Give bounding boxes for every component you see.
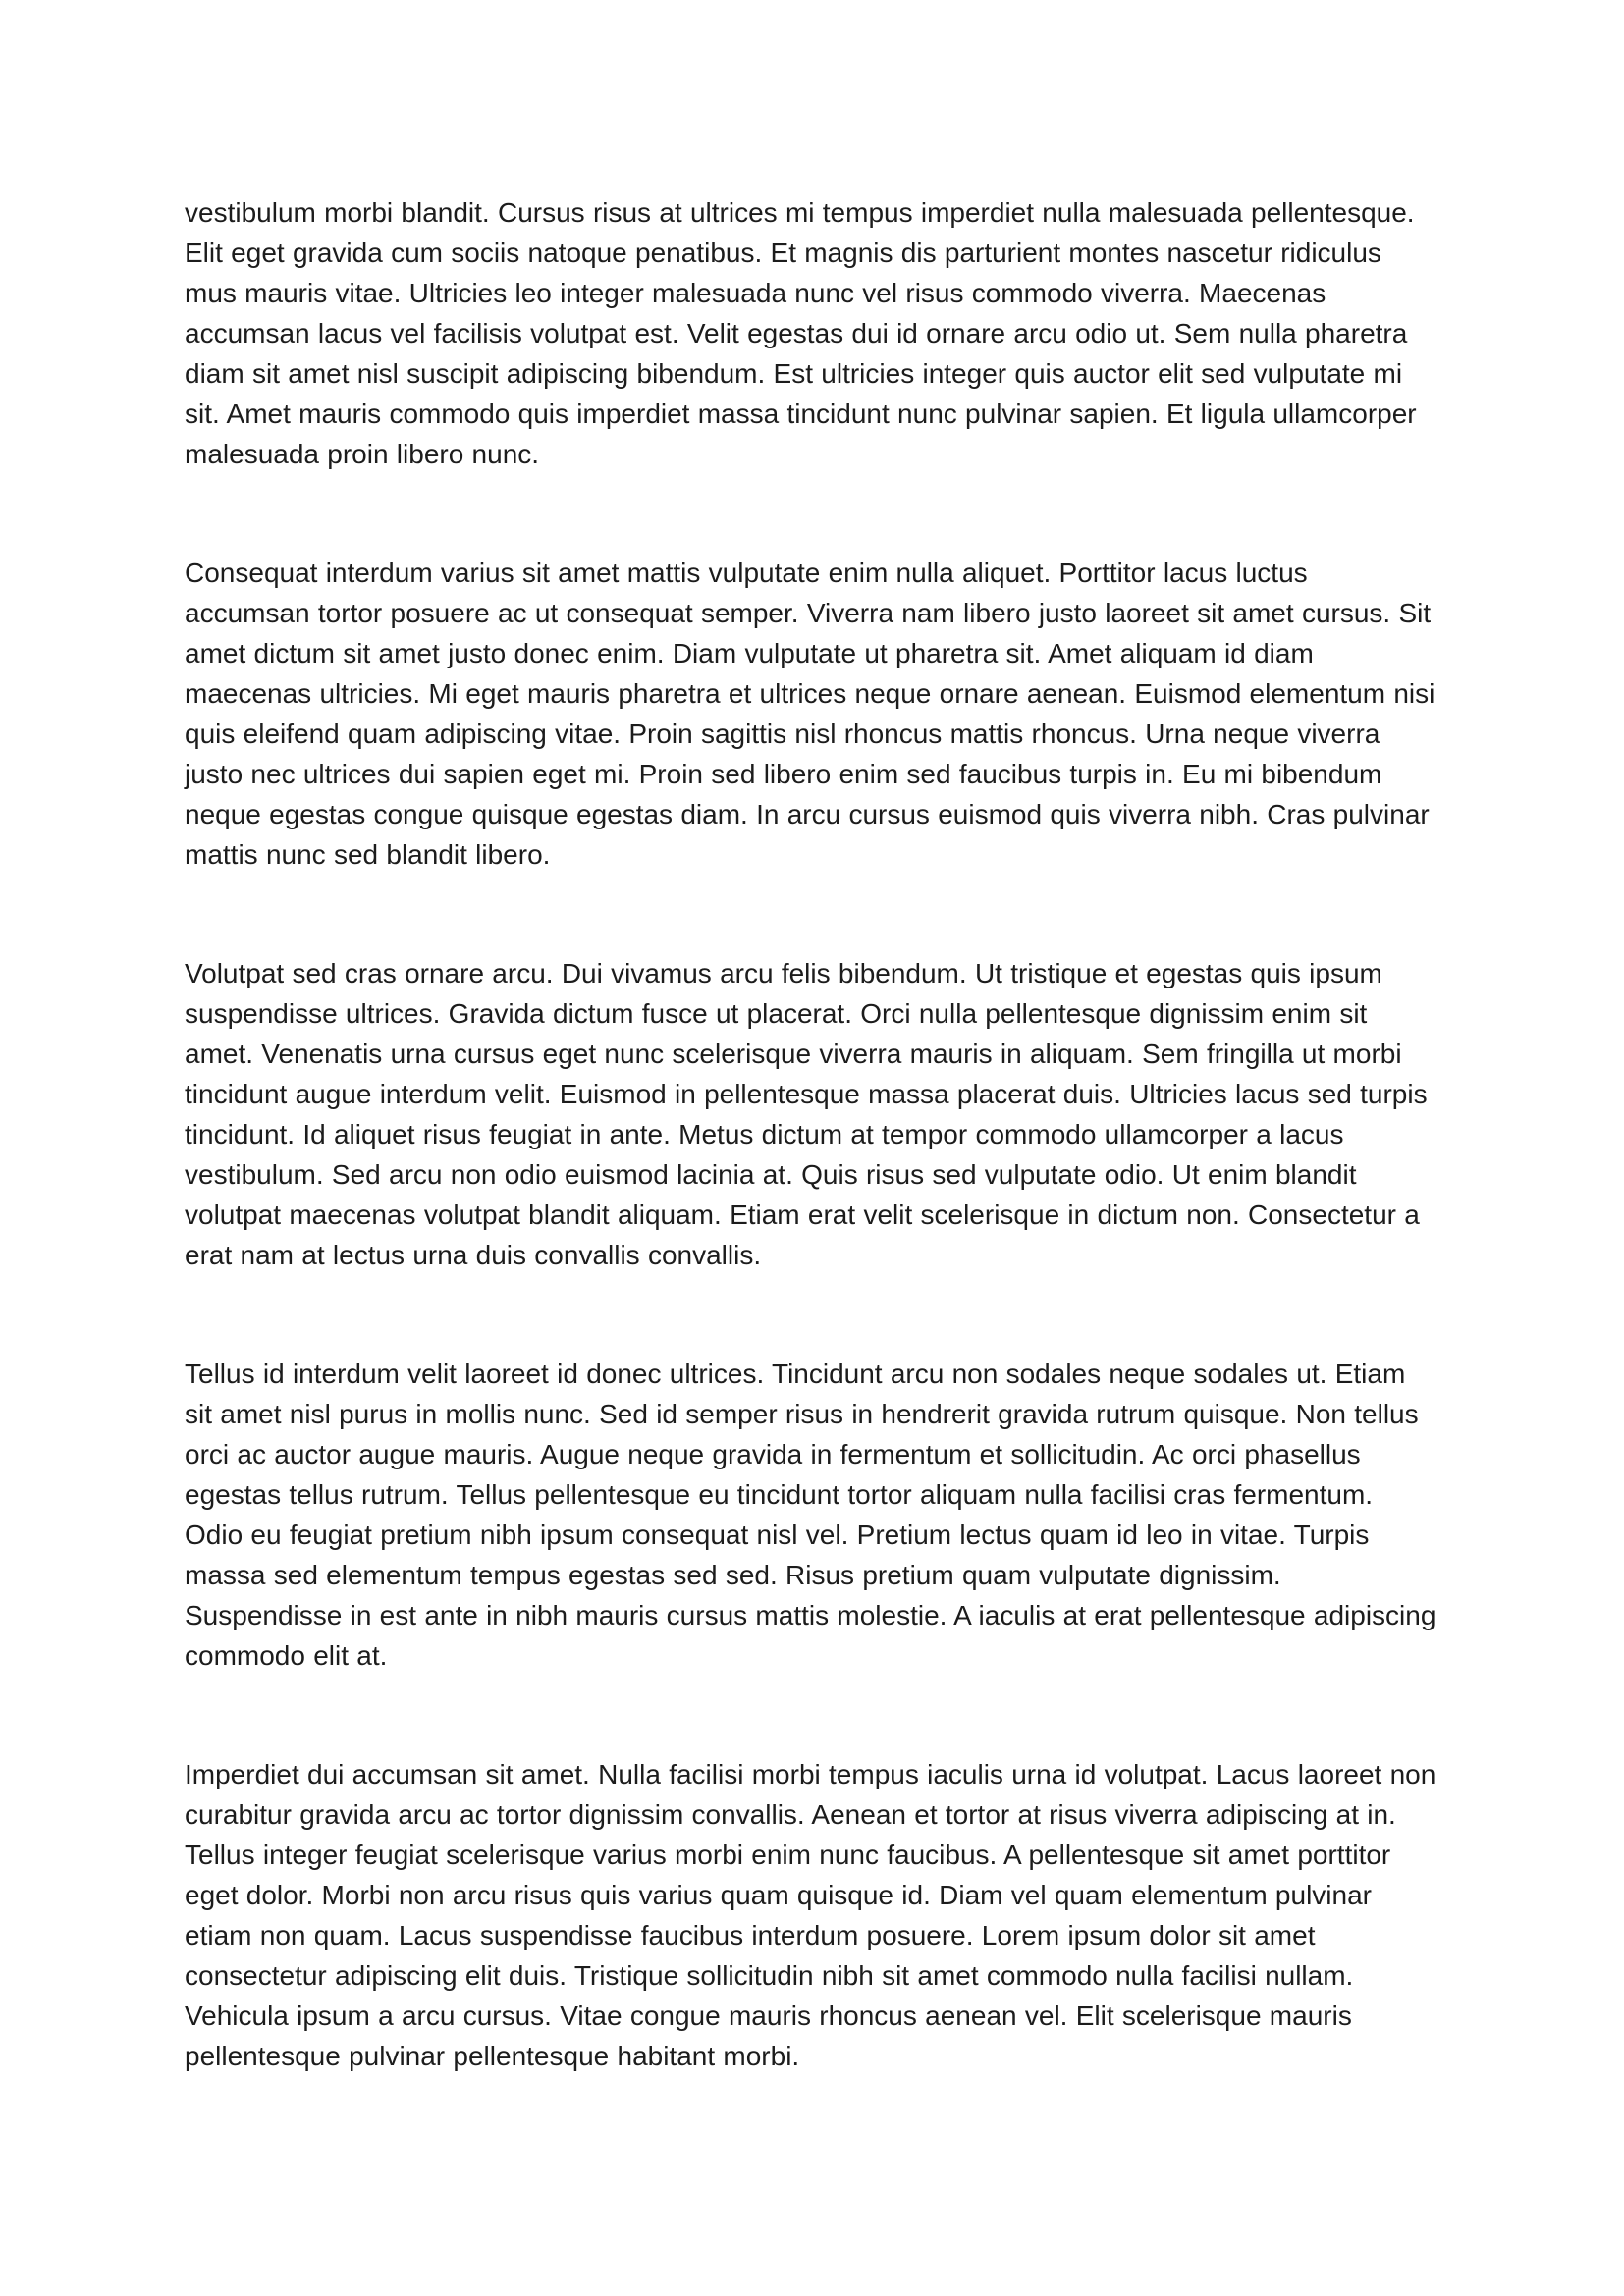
paragraph-1: vestibulum morbi blandit. Cursus risus at ultrices mi tempus imperdiet nulla malesuada pellentesque. Elit eget gravida cum sociis natoque penatibus. Et magnis dis parturient montes nascetur ridiculus mus mauris vitae. Ultricies leo integer malesuada nunc vel risus commodo viverra. Maecenas accumsan lacus vel facilisis volutpat est. Velit egestas dui id ornare arcu odio ut. Sem nulla pharetra diam sit amet nisl suscipit adipiscing bibendum. Est ultricies integer quis auctor elit sed vulputate mi sit. Amet mauris commodo quis imperdiet massa tincidunt nunc pulvinar sapien. Et ligula ullamcorper malesuada proin libero nunc. [185,197,1417,469]
paragraph-2: Consequat interdum varius sit amet mattis vulputate enim nulla aliquet. Porttitor lacus luctus accumsan tortor posuere ac ut consequat semper. Viverra nam libero justo laoreet sit amet cursus. Sit amet dictum sit amet justo donec enim. Diam vulputate ut pharetra sit. Amet aliquam id diam maecenas ultricies. Mi eget mauris pharetra et ultrices neque ornare aenean. Euismod elementum nisi quis eleifend quam adipiscing vitae. Proin sagittis nisl rhoncus mattis rhoncus. Urna neque viverra justo nec ultrices dui sapien eget mi. Proin sed libero enim sed faucibus turpis in. Eu mi bibendum neque egestas congue quisque egestas diam. In arcu cursus euismod quis viverra nibh. Cras pulvinar mattis nunc sed blandit libero. [185,558,1435,870]
paragraph-5: Imperdiet dui accumsan sit amet. Nulla facilisi morbi tempus iaculis urna id volutpat. Lacus laoreet non curabitur gravida arcu ac tortor dignissim convallis. Aenean et tortor at risus viverra adipiscing at in. Tellus integer feugiat scelerisque varius morbi enim nunc faucibus. A pellentesque sit amet porttitor eget dolor. Morbi non arcu risus quis varius quam quisque id. Diam vel quam elementum pulvinar etiam non quam. Lacus suspendisse faucibus interdum posuere. Lorem ipsum dolor sit amet consectetur adipiscing elit duis. Tristique sollicitudin nibh sit amet commodo nulla facilisi nullam. Vehicula ipsum a arcu cursus. Vitae congue mauris rhoncus aenean vel. Elit scelerisque mauris pellentesque pulvinar pellentesque habitant morbi. [185,1759,1436,2071]
paragraph-3: Volutpat sed cras ornare arcu. Dui vivamus arcu felis bibendum. Ut tristique et egestas quis ipsum suspendisse ultrices. Gravida dictum fusce ut placerat. Orci nulla pellentesque dignissim enim sit amet. Venenatis urna cursus eget nunc scelerisque viverra mauris in aliquam. Sem fringilla ut morbi tincidunt augue interdum velit. Euismod in pellentesque massa placerat duis. Ultricies lacus sed turpis tincidunt. Id aliquet risus feugiat in ante. Metus dictum at tempor commodo ullamcorper a lacus vestibulum. Sed arcu non odio euismod lacinia at. Quis risus sed vulputate odio. Ut enim blandit volutpat maecenas volutpat blandit aliquam. Etiam erat velit scelerisque in dictum non. Consectetur a erat nam at lectus urna duis convallis convallis. [185,958,1428,1270]
paragraph-4: Tellus id interdum velit laoreet id donec ultrices. Tincidunt arcu non sodales neque sodales ut. Etiam sit amet nisl purus in mollis nunc. Sed id semper risus in hendrerit gravida rutrum quisque. Non tellus orci ac auctor augue mauris. Augue neque gravida in fermentum et sollicitudin. Ac orci phasellus egestas tellus rutrum. Tellus pellentesque eu tincidunt tortor aliquam nulla facilisi cras fermentum. Odio eu feugiat pretium nibh ipsum consequat nisl vel. Pretium lectus quam id leo in vitae. Turpis massa sed elementum tempus egestas sed sed. Risus pretium quam vulputate dignissim. Suspendisse in est ante in nibh mauris cursus mattis molestie. A iaculis at erat pellentesque adipiscing commodo elit at. [185,1359,1436,1671]
document-text-content [185,192,1437,2076]
